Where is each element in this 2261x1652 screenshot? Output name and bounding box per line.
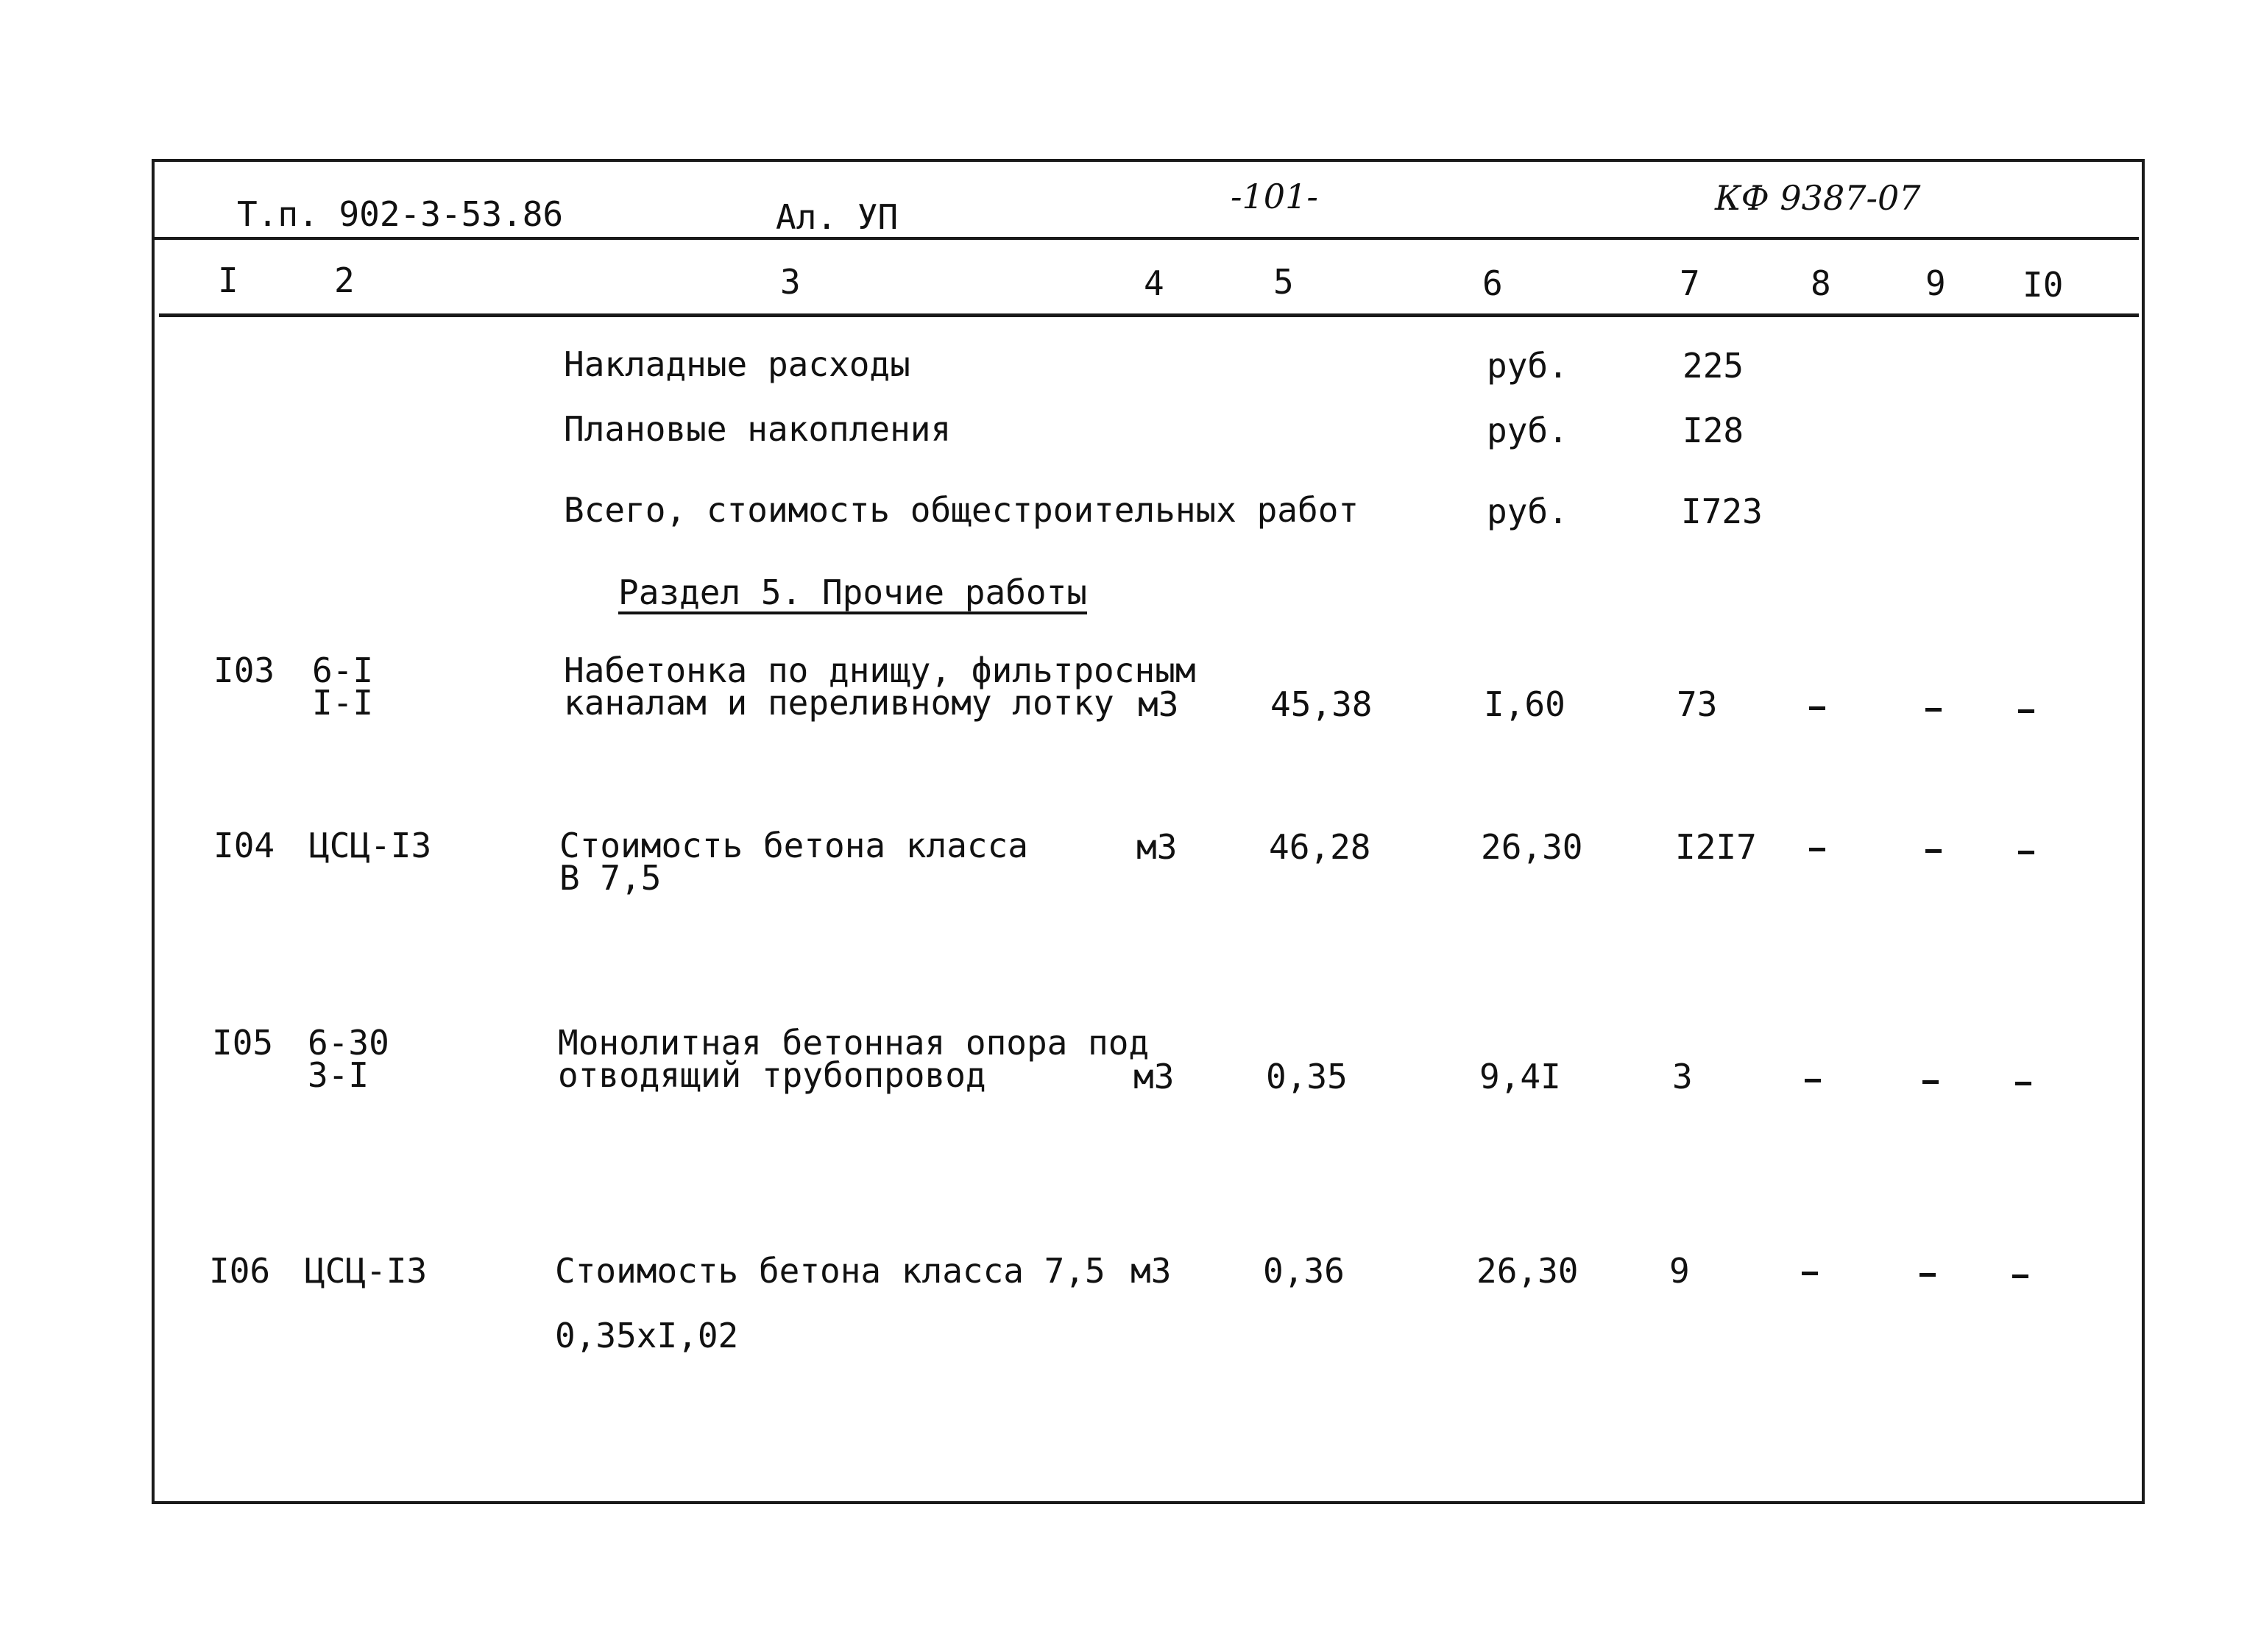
row-code-line-1: ЦСЦ-I3 — [305, 1251, 428, 1291]
row-col8-dash — [1809, 848, 1825, 851]
row-code-line-2: I-I — [312, 683, 374, 723]
row-cost: I2I7 — [1675, 827, 1757, 867]
row-cost: 73 — [1677, 684, 1718, 724]
row-unit-price: 26,30 — [1481, 827, 1583, 867]
column-number-6: 6 — [1482, 263, 1503, 303]
summary-label-planned: Плановые накопления — [564, 409, 952, 449]
row-unit: м3 — [1133, 1057, 1175, 1096]
column-number-10: I0 — [2023, 265, 2064, 305]
column-header-divider — [159, 313, 2139, 317]
album-label: Ал. УП — [776, 197, 899, 237]
row-code-line-1: 6-I — [312, 650, 374, 690]
row-number: I04 — [213, 826, 275, 865]
summary-unit-overhead: руб. — [1487, 346, 1568, 386]
row-description-line-1: Стоимость бетона класса 7,5 — [555, 1251, 1105, 1291]
column-number-5: 5 — [1273, 262, 1294, 302]
row-quantity: 45,38 — [1270, 684, 1373, 724]
row-quantity: 0,35 — [1266, 1057, 1348, 1096]
column-number-3: 3 — [780, 262, 801, 302]
column-number-8: 8 — [1811, 263, 1831, 303]
column-number-7: 7 — [1680, 263, 1700, 303]
row-unit: м3 — [1136, 827, 1178, 867]
summary-label-total: Всего, стоимость общестроительных работ — [564, 490, 1359, 530]
row-code-line-2: 3-I — [308, 1055, 369, 1095]
row-col9-dash — [1919, 1273, 1936, 1277]
row-col10-dash — [2015, 1082, 2031, 1085]
row-quantity: 46,28 — [1269, 827, 1371, 867]
row-col10-dash — [2018, 709, 2034, 713]
summary-value-overhead: 225 — [1683, 346, 1744, 386]
row-unit: м3 — [1138, 684, 1179, 724]
row-col9-dash — [1925, 849, 1942, 853]
row-number: I06 — [209, 1251, 271, 1291]
column-number-4: 4 — [1144, 263, 1164, 303]
row-unit-price: 9,4I — [1479, 1057, 1561, 1096]
row-description-line-1: Набетонка по днищу, фильтросным — [564, 650, 1196, 690]
row-code-line-1: ЦСЦ-I3 — [309, 826, 432, 865]
header-divider — [155, 237, 2139, 240]
summary-label-overhead: Накладные расходы — [564, 344, 910, 384]
row-code-line-1: 6-30 — [308, 1023, 389, 1063]
row-description-line-1: Монолитная бетонная опора под — [558, 1023, 1150, 1063]
document-code: КФ 9387-07 — [1715, 178, 1921, 218]
page-number: -101- — [1231, 177, 1318, 216]
row-col10-dash — [2012, 1275, 2028, 1278]
row-description-line-2: каналам и переливному лотку — [564, 683, 1114, 723]
row-col9-dash — [1922, 1080, 1939, 1084]
row-col8-dash — [1805, 1079, 1821, 1082]
row-description-line-2: отводящий трубопровод — [558, 1055, 986, 1095]
row-col9-dash — [1925, 708, 1942, 712]
row-unit: м3 — [1130, 1251, 1172, 1291]
row-cost: 9 — [1669, 1251, 1690, 1291]
row-number: I03 — [213, 650, 275, 690]
summary-unit-total: руб. — [1487, 492, 1568, 531]
row-col8-dash — [1809, 706, 1825, 710]
column-number-9: 9 — [1925, 263, 1946, 303]
section-title: Раздел 5. Прочие работы — [618, 572, 1087, 612]
row-col8-dash — [1802, 1272, 1818, 1275]
summary-unit-planned: руб. — [1487, 411, 1568, 450]
row-formula: 0,35хI,02 — [555, 1316, 739, 1355]
row-unit-price: I,60 — [1484, 684, 1565, 724]
summary-value-planned: I28 — [1683, 411, 1744, 450]
row-description-line-2: В 7,5 — [559, 858, 662, 898]
row-col10-dash — [2018, 851, 2034, 854]
column-number-2: 2 — [334, 260, 355, 300]
column-number-1: I — [218, 260, 238, 300]
row-unit-price: 26,30 — [1476, 1251, 1579, 1291]
row-cost: 3 — [1672, 1057, 1693, 1096]
row-quantity: 0,36 — [1263, 1251, 1345, 1291]
row-description-line-1: Стоимость бетона класса — [559, 826, 1028, 865]
project-number: Т.п. 902-3-53.86 — [237, 194, 564, 234]
summary-value-total: I723 — [1681, 492, 1763, 531]
row-number: I05 — [212, 1023, 274, 1063]
